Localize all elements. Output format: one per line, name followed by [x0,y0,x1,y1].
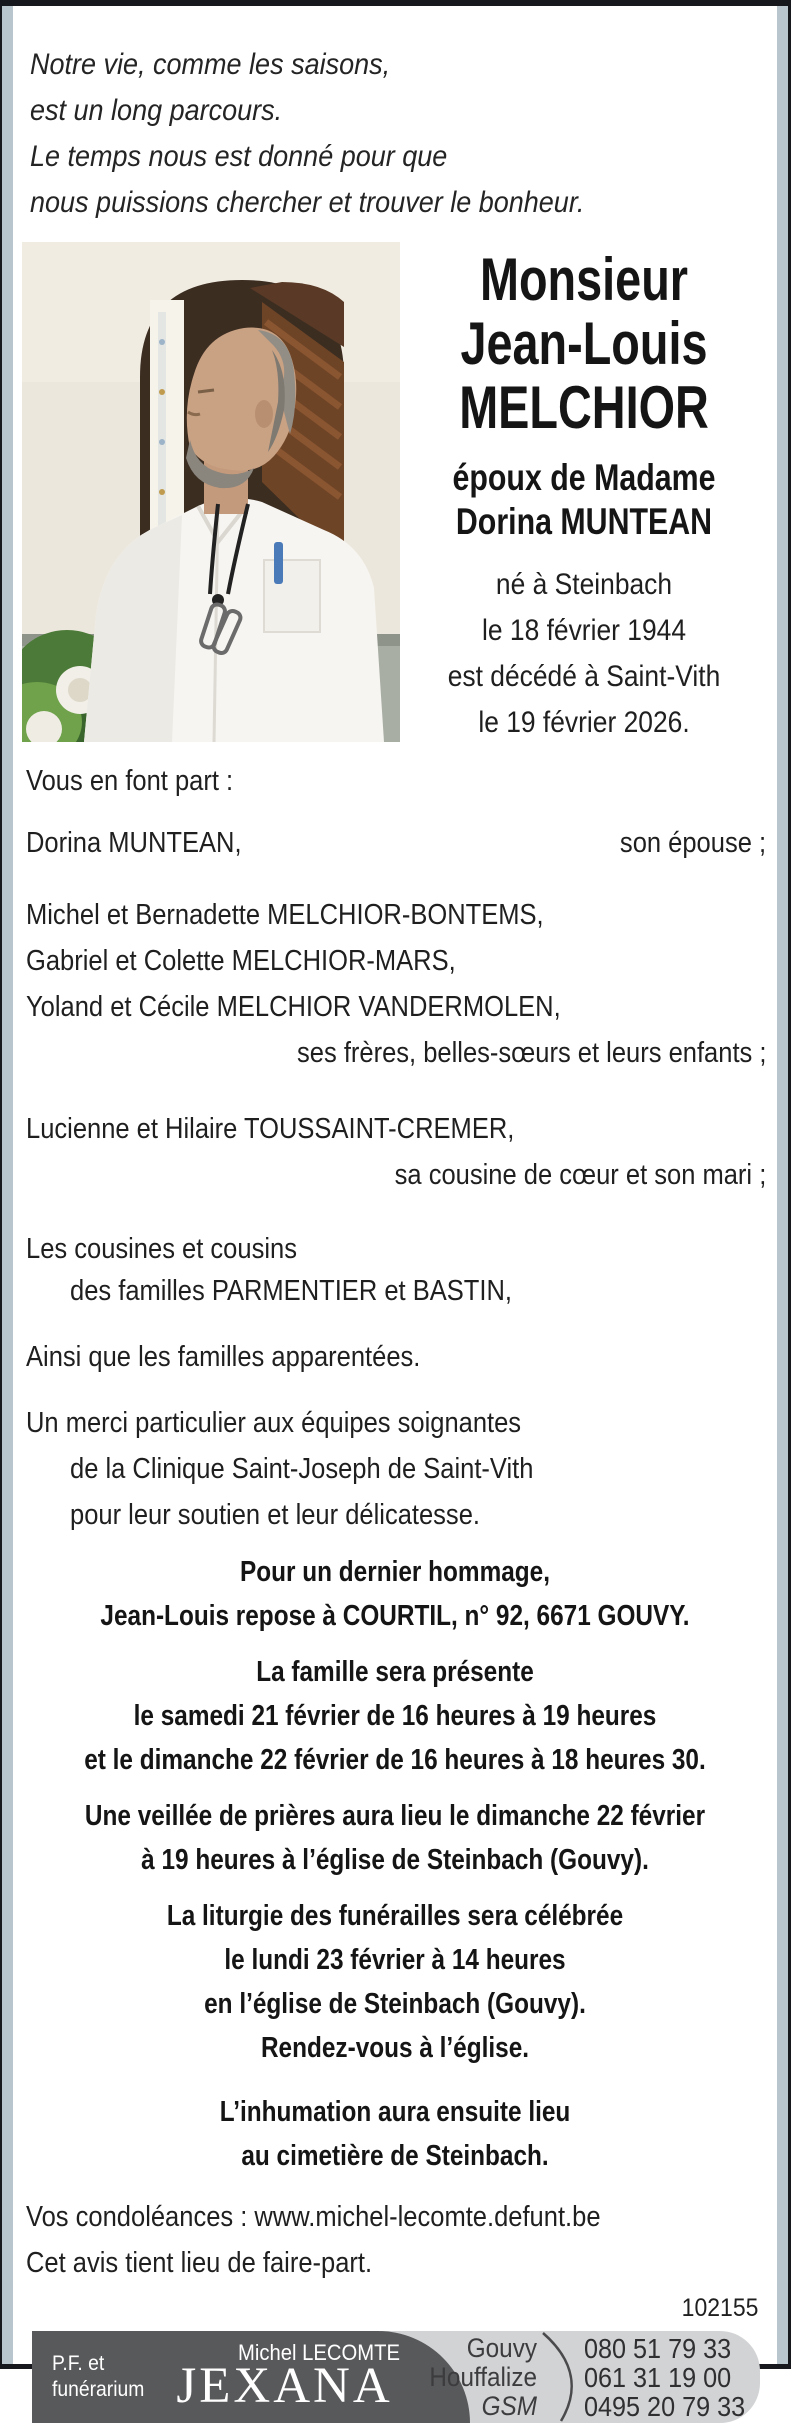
burial-block [22,2090,768,2178]
deceased-name [400,248,768,440]
gsm-label: GSM [481,2390,537,2421]
pf-label [52,2351,152,2403]
notice-text: Cet avis tient lieu de faire-part. [26,2247,373,2279]
location-label: Houffalize [429,2361,537,2392]
pf-line: P.F. et [52,2352,105,2375]
birth-death-dates [400,562,768,746]
siblings-relation-text: ses frères, belles-sœurs et leurs enfants ; [296,1037,766,1069]
quote-line: est un long parcours. [30,94,283,127]
siblings-block [26,892,766,1076]
spouse-row [26,820,766,866]
thanks-line: Un merci particulier aux équipes soignantes [26,1407,522,1439]
cousin-relation [26,1152,766,1198]
quote-line: nous puissions chercher et trouver le bonheur. [30,186,585,219]
funeral-home-bar [32,2331,760,2423]
opening-quote [30,42,768,226]
presence-block [22,1650,768,1782]
vigil-line: Une veillée de prières aura lieu le dimanche 22 février [84,1800,706,1832]
rendezvous-line: Rendez-vous à l’église. [260,2032,530,2064]
phone-number: 0495 20 79 33 [584,2390,746,2422]
liturgy-line: en l’église de Steinbach (Gouvy). [204,1988,586,2020]
hommage-line: Pour un dernier hommage, [240,1556,550,1588]
spouse-name: Dorina MUNTEAN, [26,827,242,859]
vigil-line: à 19 heures à l’église de Steinbach (Gouvy). [141,1844,649,1876]
thanks-line: pour leur soutien et leur délicatesse. [70,1499,480,1531]
quote-line: Le temps nous est donné pour que [30,140,448,173]
phones-column [584,2331,763,2423]
hero-section [22,242,768,746]
condolences-line [26,2194,766,2240]
spouse-relation: son épouse ; [619,827,766,859]
notice-line [26,2240,766,2286]
curved-divider [537,2331,582,2423]
left-edge-strip [2,6,13,2364]
spouse-of [400,456,768,544]
closing-block [26,2194,766,2286]
phone-number: 061 31 19 00 [584,2361,732,2393]
cousin-relation-text: sa cousine de cœur et son mari ; [394,1159,766,1191]
locations-column [387,2331,537,2423]
hommage-line: Jean-Louis repose à COURTIL, n° 92, 6671 GOUVY. [100,1600,690,1632]
vigil-block [22,1794,768,1882]
liturgy-block [22,1894,768,2070]
hommage-block [22,1550,768,1638]
siblings-relation [26,1030,766,1076]
intro-line [26,758,766,804]
pf-line: funérarium [52,2378,145,2401]
extended-line: Les cousines et cousins [26,1233,297,1265]
extended-line: des familles PARMENTIER et BASTIN, [70,1275,512,1307]
related-families-line [26,1334,766,1380]
spouse-line: Dorina MUNTEAN [455,501,713,542]
thanks-line: de la Clinique Saint-Joseph de Saint-Vith [70,1453,534,1485]
reference-text: 102155 [681,2294,758,2322]
reference-number [22,2294,768,2323]
presence-line: le samedi 21 février de 16 heures à 19 heures [133,1700,657,1732]
spouse-line: époux de Madame [452,457,716,498]
sibling-line: Gabriel et Colette MELCHIOR-MARS, [26,945,456,977]
portrait-photo [22,242,400,742]
burial-line: L’inhumation aura ensuite lieu [219,2096,571,2128]
location-label: Gouvy [466,2332,537,2363]
sibling-line: Yoland et Cécile MELCHIOR VANDERMOLEN, [26,991,561,1023]
life-line: est décédé à Saint-Vith [447,660,721,693]
presence-line: La famille sera présente [256,1656,534,1688]
thanks-block [26,1400,766,1538]
title-line: Jean-Louis [460,310,708,377]
portrait-photo-illustration [22,242,400,742]
family-announcement [26,758,766,1538]
identity-column [400,242,768,746]
extended-family-block [26,1228,766,1312]
condolences-text: Vos condoléances : www.michel-lecomte.defunt.be [26,2201,601,2233]
liturgy-line: le lundi 23 février à 14 heures [224,1944,566,1976]
cousins-block [26,1106,766,1198]
right-edge-strip [777,6,788,2364]
liturgy-line: La liturgie des funérailles sera célébrée [166,1900,624,1932]
title-line: MELCHIOR [459,374,709,441]
life-line: né à Steinbach [495,568,673,601]
title-line: Monsieur [479,246,689,313]
related-families-text: Ainsi que les familles apparentées. [26,1341,421,1373]
phone-number: 080 51 79 33 [584,2332,732,2364]
brand-owner: Michel LECOMTE [238,2340,401,2365]
intro-text: Vous en font part : [26,765,234,797]
card-content [13,6,777,2422]
sibling-line: Michel et Bernadette MELCHIOR-BONTEMS, [26,899,544,931]
life-line: le 19 février 2026. [478,706,690,739]
life-line: le 18 février 1944 [482,614,686,647]
quote-line: Notre vie, comme les saisons, [30,48,391,81]
burial-line: au cimetière de Steinbach. [241,2140,549,2172]
cousin-line: Lucienne et Hilaire TOUSSAINT-CREMER, [26,1113,515,1145]
ceremony-details [22,1550,768,2178]
brand-name: JEXANA [176,2358,393,2414]
brand-block [176,2342,414,2412]
presence-line: et le dimanche 22 février de 16 heures à 18 heures 30. [84,1744,706,1776]
